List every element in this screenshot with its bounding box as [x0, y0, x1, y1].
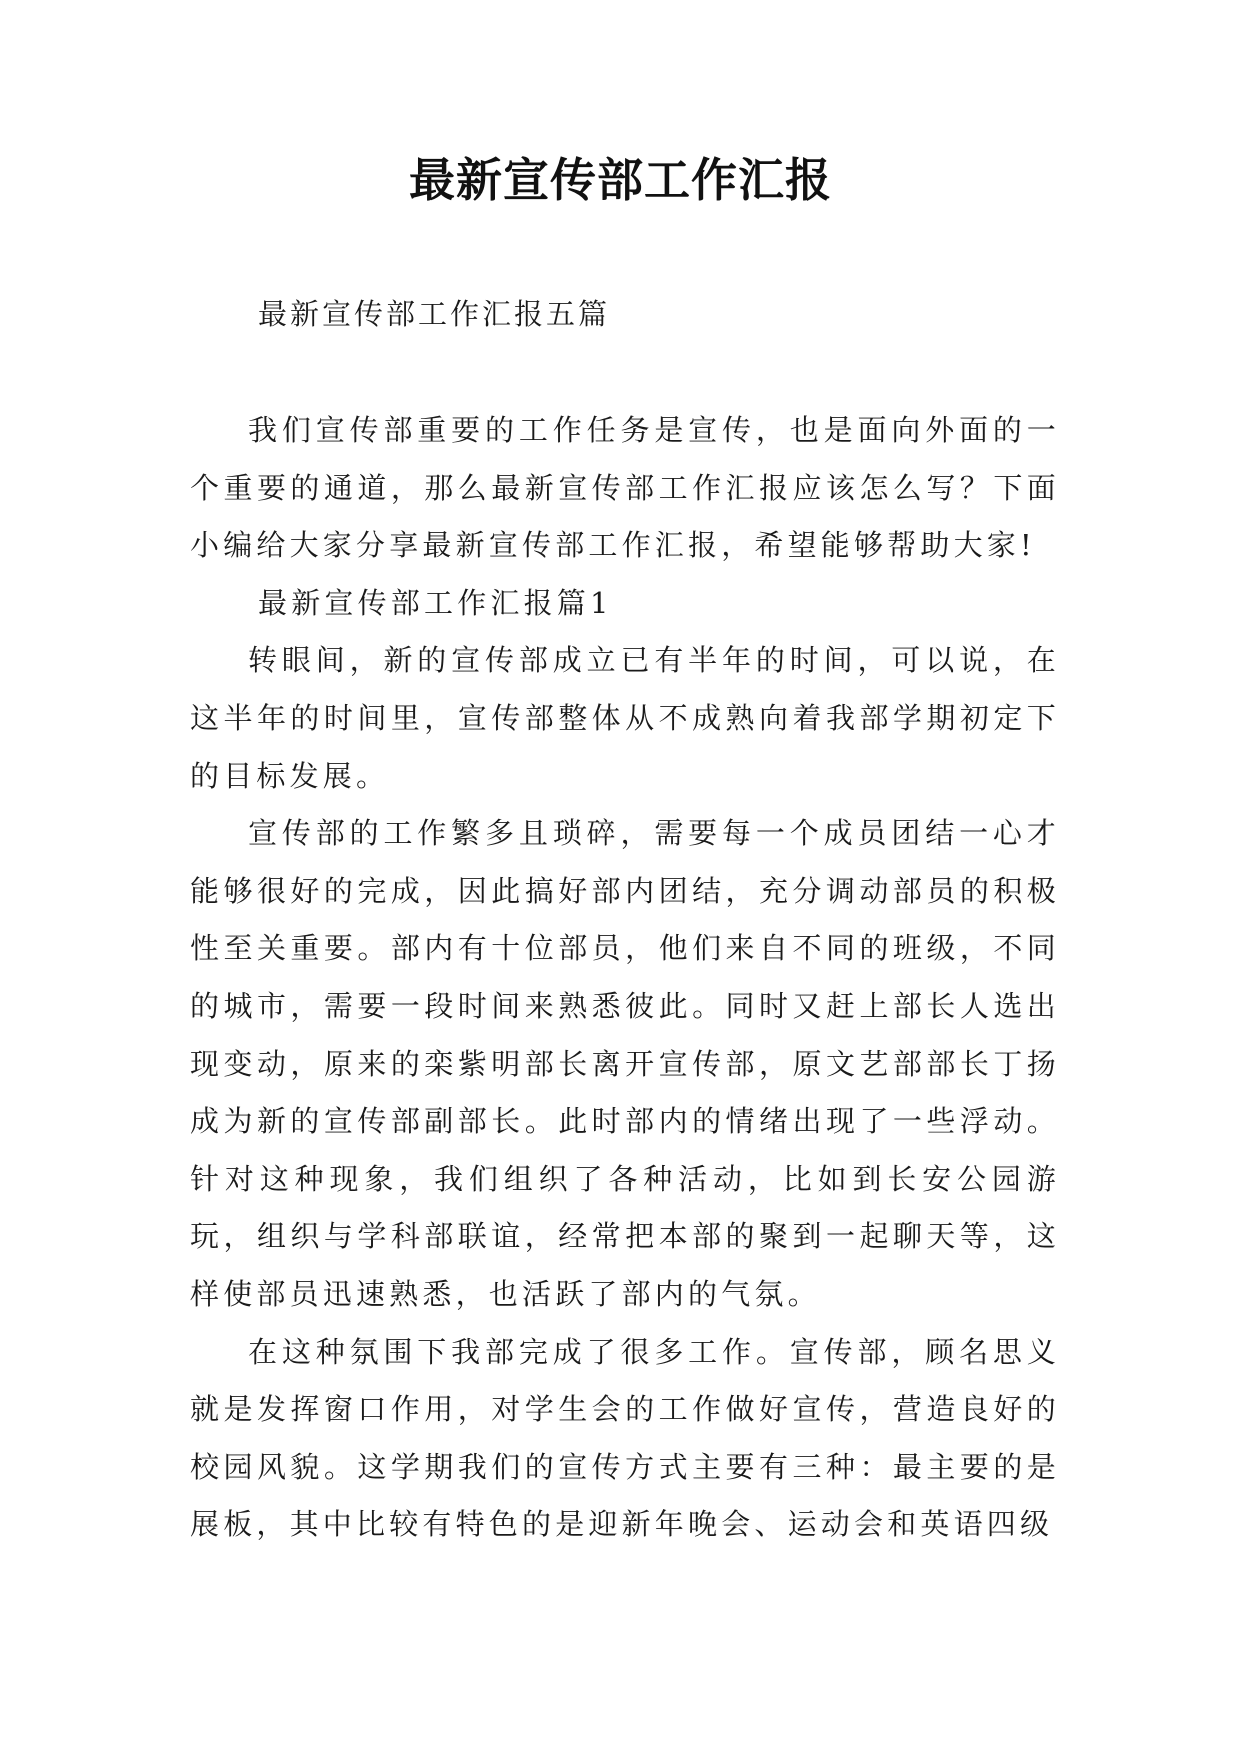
document-body	[190, 402, 1060, 1554]
document-title: 最新宣传部工作汇报	[409, 153, 832, 207]
body-paragraph: 转眼间，新的宣传部成立已有半年的时间，可以说，在这半年的时间里，宣传部整体从不成熟向着我部学期初定下的目标发展。	[190, 643, 1060, 793]
body-paragraph: 在这种氛围下我部完成了很多工作。宣传部，顾名思义就是发挥窗口作用，对学生会的工作做好宣传，营造良好的校园风貌。这学期我们的宣传方式主要有三种：最主要的是展板，其中比较有特色的是迎新年晚会、运动会和英语四级	[190, 1334, 1060, 1542]
section-heading: 最新宣传部工作汇报篇1	[258, 585, 613, 620]
body-paragraph: 宣传部的工作繁多且琐碎，需要每一个成员团结一心才能够很好的完成，因此搞好部内团结，充分调动部员的积极性至关重要。部内有十位部员，他们来自不同的班级，不同的城市，需要一段时间来熟悉彼此。同时又赶上部长人选出现变动，原来的栾紫明部长离开宣传部，原文艺部部长丁扬成为新的宣传部副部长。此时部内的情绪出现了一些浮动。针对这种现象，我们组织了各种活动，比如到长安公园游玩，组织与学科部联谊，经常把本部的聚到一起聊天等，这样使部员迅速熟悉，也活跃了部内的气氛。	[190, 816, 1060, 1311]
intro-paragraph: 我们宣传部重要的工作任务是宣传，也是面向外面的一个重要的通道，那么最新宣传部工作汇报应该怎么写？下面小编给大家分享最新宣传部工作汇报，希望能够帮助大家!	[190, 413, 1060, 563]
document-subtitle: 最新宣传部工作汇报五篇	[258, 297, 611, 331]
